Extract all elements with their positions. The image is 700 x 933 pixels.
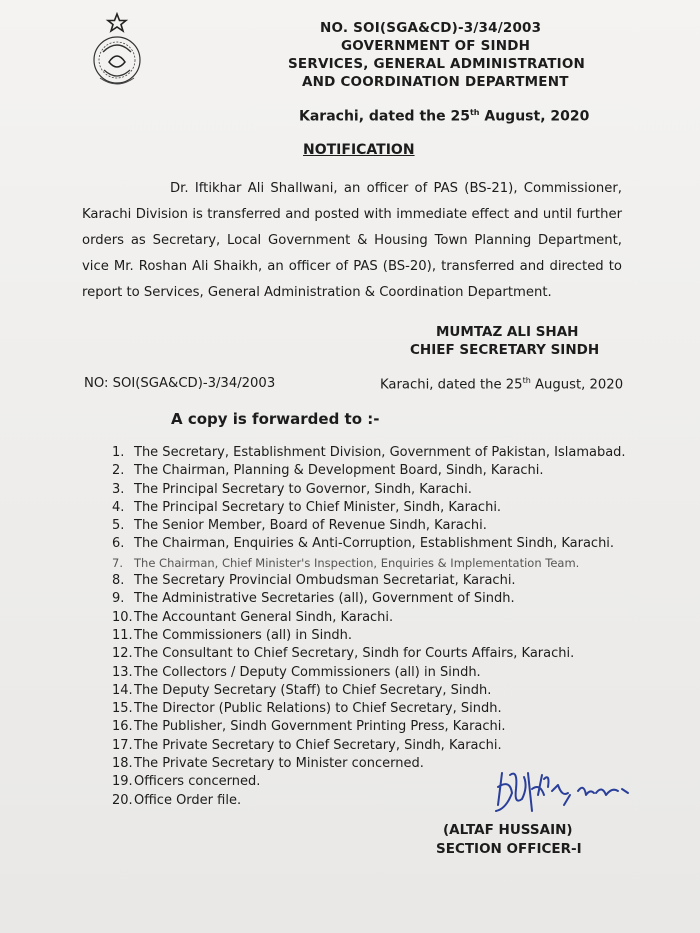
section-officer-name: (ALTAF HUSSAIN)	[443, 822, 573, 838]
signatory-name: MUMTAZ ALI SHAH	[436, 324, 579, 340]
list-item-text: The Collectors / Deputy Commissioners (all) in Sindh.	[134, 664, 481, 680]
list-item-text: The Private Secretary to Chief Secretary, Sindh, Karachi.	[134, 737, 502, 753]
list-item-text: The Chairman, Chief Minister's Inspection, Enquiries & Implementation Team.	[134, 555, 580, 570]
list-item-text: Officers concerned.	[134, 774, 261, 790]
list-item	[112, 499, 626, 517]
list-item	[112, 627, 626, 645]
signatory-title: CHIEF SECRETARY SINDH	[410, 342, 600, 358]
list-item-text: The Administrative Secretaries (all), Government of Sindh.	[134, 591, 515, 607]
issue-date-prefix: Karachi, dated the 25	[299, 108, 470, 125]
list-item-number: 1.	[112, 445, 125, 460]
list-item-number: 7.	[112, 555, 123, 570]
list-item-number: 17.	[112, 737, 133, 753]
list-item-text: The Senior Member, Board of Revenue Sindh, Karachi.	[134, 518, 487, 534]
list-item-text: The Private Secretary to Minister concerned.	[134, 756, 424, 772]
list-item-text: The Principal Secretary to Chief Minister, Sindh, Karachi.	[134, 499, 502, 515]
list-item	[112, 572, 626, 590]
department-name-line2: AND COORDINATION DEPARTMENT	[302, 74, 569, 90]
list-item	[112, 481, 626, 499]
list-item	[112, 645, 626, 663]
list-item-number: 6.	[112, 536, 125, 552]
list-item	[112, 664, 626, 682]
second-reference-date	[380, 376, 623, 392]
list-item	[112, 554, 626, 572]
list-item-number: 11.	[112, 627, 133, 643]
second-date-suffix: August, 2020	[530, 377, 624, 393]
government-emblem-icon	[90, 12, 144, 92]
list-item-text: The Accountant General Sindh, Karachi.	[134, 609, 394, 625]
list-item-text: The Secretary Provincial Ombudsman Secretariat, Karachi.	[134, 573, 516, 589]
reference-number: NO. SOI(SGA&CD)-3/34/2003	[320, 20, 542, 36]
list-item-text: The Commissioners (all) in Sindh.	[134, 627, 353, 643]
list-item	[112, 517, 626, 535]
list-item-text: The Secretary, Establishment Division, Government of Pakistan, Islamabad.	[134, 445, 626, 460]
issue-date-suffix: August, 2020	[479, 108, 590, 125]
forward-heading: A copy is forwarded to :-	[171, 410, 380, 428]
list-item-number: 14.	[112, 682, 133, 698]
list-item-text: The Publisher, Sindh Government Printing Press, Karachi.	[134, 719, 506, 735]
second-date-prefix: Karachi, dated the 25	[380, 377, 523, 393]
government-name: GOVERNMENT OF SINDH	[341, 38, 531, 54]
list-item-text: Office Order file.	[134, 792, 242, 808]
list-item-number: 18.	[112, 756, 133, 772]
section-officer-title: SECTION OFFICER-I	[436, 841, 582, 857]
list-item-text: The Principal Secretary to Governor, Sindh, Karachi.	[134, 481, 472, 497]
list-item-number: 4.	[112, 499, 125, 515]
notification-title: NOTIFICATION	[303, 142, 415, 158]
list-item	[112, 737, 626, 755]
list-item	[112, 444, 626, 462]
list-item-text: The Deputy Secretary (Staff) to Chief Secretary, Sindh.	[134, 682, 492, 698]
list-item	[112, 700, 626, 718]
department-name-line1: SERVICES, GENERAL ADMINISTRATION	[288, 56, 586, 72]
list-item	[112, 682, 626, 700]
list-item-number: 16.	[112, 719, 133, 735]
list-item	[112, 609, 626, 627]
list-item	[112, 718, 626, 736]
notification-body	[82, 176, 622, 306]
list-item-number: 13.	[112, 664, 133, 680]
second-reference-number: NO: SOI(SGA&CD)-3/34/2003	[84, 376, 276, 391]
issue-date-sup: th	[469, 108, 480, 117]
list-item	[112, 535, 626, 553]
list-item-number: 9.	[112, 591, 125, 607]
notification-body-text: Dr. Iftikhar Ali Shallwani, an officer of PAS (BS-21), Commissioner, Karachi Division is transferred and posted with immediate effect and until further orders as Secretary, Local Government & Housing Town Planning Department, vice Mr. Roshan Ali Shaikh, an officer of PAS (BS-20), transferred and directed to report to Services, General Administration & Coordination Department.	[82, 181, 622, 300]
list-item-number: 3.	[112, 481, 125, 497]
list-item-number: 5.	[112, 518, 125, 534]
list-item-number: 10.	[112, 609, 133, 625]
list-item-number: 8.	[112, 573, 125, 589]
list-item-text: The Director (Public Relations) to Chief Secretary, Sindh.	[134, 701, 502, 717]
list-item-number: 2.	[112, 463, 125, 479]
list-item-text: The Chairman, Planning & Development Board, Sindh, Karachi.	[134, 463, 544, 479]
list-item-number: 19.	[112, 774, 133, 790]
recipient-list	[112, 444, 626, 810]
list-item	[112, 590, 626, 608]
list-item	[112, 462, 626, 480]
list-item-text: The Consultant to Chief Secretary, Sindh for Courts Affairs, Karachi.	[134, 646, 575, 662]
second-date-sup: th	[522, 376, 531, 385]
handwritten-signature-icon	[488, 765, 648, 825]
issue-date	[299, 108, 589, 125]
list-item-number: 12.	[112, 646, 133, 662]
list-item-text: The Chairman, Enquiries & Anti-Corruption, Establishment Sindh, Karachi.	[134, 536, 615, 552]
list-item-number: 20.	[112, 792, 133, 808]
list-item-number: 15.	[112, 701, 133, 717]
